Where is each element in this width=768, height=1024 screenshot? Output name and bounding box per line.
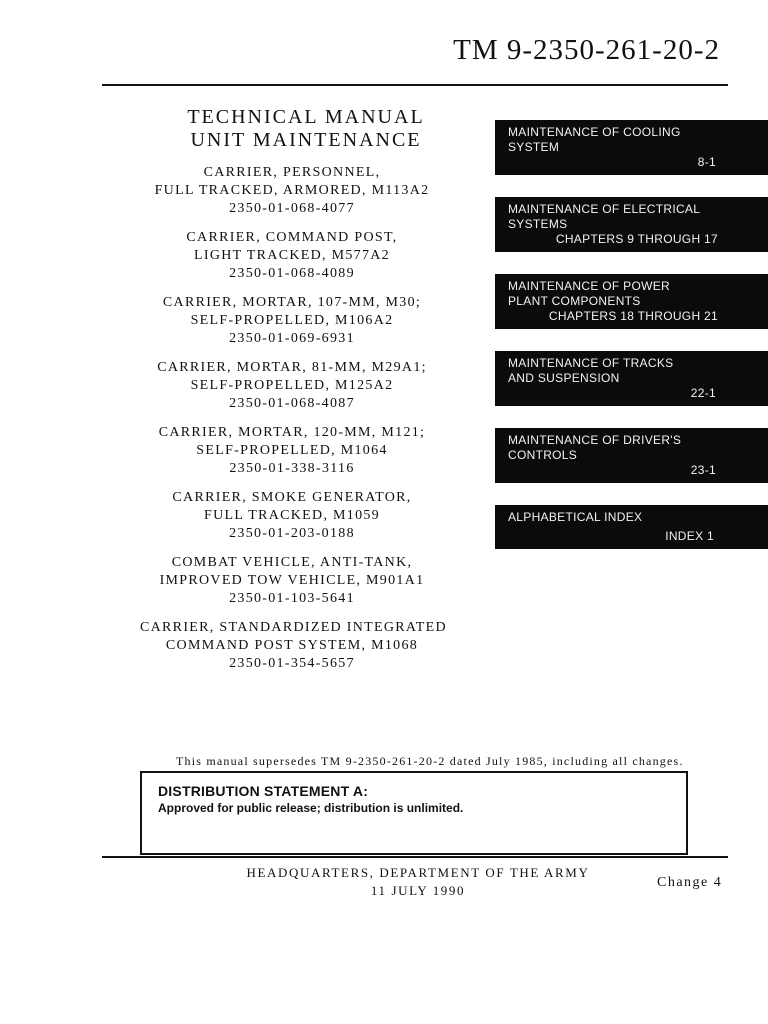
vehicle-name-line: CARRIER, COMMAND POST,: [186, 230, 398, 245]
tab-page-ref: 23-1: [690, 463, 716, 477]
vehicle-nsn: 2350-01-068-4089: [229, 266, 355, 281]
vehicle-model-line: FULL TRACKED, M1059: [204, 508, 380, 523]
distribution-statement-box: [140, 771, 688, 855]
tab-label: MAINTENANCE OF DRIVER'S: [508, 433, 682, 447]
supersedes-notice: This manual supersedes TM 9-2350-261-20-2 dated July 1985, including all changes.: [176, 754, 684, 768]
headquarters-block: [218, 864, 618, 900]
tab-label: ALPHABETICAL INDEX: [508, 510, 643, 524]
tab-page-ref: CHAPTERS 18 THROUGH 21: [548, 309, 718, 323]
tab-cooling-system[interactable]: [495, 120, 768, 175]
manual-title: TECHNICAL MANUAL: [187, 106, 425, 128]
tab-page-ref: INDEX 1: [665, 529, 714, 543]
vehicle-nsn: 2350-01-069-6931: [229, 331, 355, 346]
vehicle-entry: [140, 164, 444, 218]
vehicle-entry: [140, 229, 444, 283]
tab-label: MAINTENANCE OF ELECTRICAL: [508, 202, 701, 216]
vehicle-name-line: CARRIER, STANDARDIZED INTEGRATED: [140, 620, 447, 635]
tab-label: MAINTENANCE OF TRACKS: [508, 356, 674, 370]
headquarters-name: HEADQUARTERS, DEPARTMENT OF THE ARMY: [246, 865, 590, 880]
distribution-title: DISTRIBUTION STATEMENT A:: [158, 783, 369, 799]
tab-label: SYSTEMS: [508, 217, 568, 231]
tab-page-ref: 8-1: [697, 155, 716, 169]
tm-number: TM 9-2350-261-20-2: [453, 34, 720, 66]
vehicle-model-line: FULL TRACKED, ARMORED, M113A2: [154, 183, 430, 198]
chapter-index-tabs: [495, 120, 768, 571]
vehicle-entry: [140, 554, 444, 608]
vehicle-name-line: CARRIER, SMOKE GENERATOR,: [172, 490, 412, 505]
top-divider: [102, 84, 728, 86]
tab-electrical-systems[interactable]: [495, 197, 768, 252]
vehicle-model-line: LIGHT TRACKED, M577A2: [194, 248, 390, 263]
tab-label: MAINTENANCE OF COOLING: [508, 125, 681, 139]
vehicle-name-line: CARRIER, MORTAR, 120-MM, M121;: [158, 425, 426, 440]
change-number: Change 4: [657, 875, 723, 890]
bottom-divider: [102, 856, 728, 858]
tab-drivers-controls[interactable]: [495, 428, 768, 483]
vehicle-nsn: 2350-01-203-0188: [229, 526, 355, 541]
vehicle-entry: [140, 359, 444, 413]
vehicle-entry: [140, 294, 444, 348]
vehicle-nsn: 2350-01-068-4087: [229, 396, 355, 411]
vehicle-nsn: 2350-01-103-5641: [229, 591, 355, 606]
manual-subtitle: UNIT MAINTENANCE: [190, 129, 422, 151]
vehicle-name-line: COMBAT VEHICLE, ANTI-TANK,: [171, 555, 413, 570]
vehicle-nsn: 2350-01-354-5657: [229, 656, 355, 671]
tab-tracks-suspension[interactable]: [495, 351, 768, 406]
tab-label: MAINTENANCE OF POWER: [508, 279, 671, 293]
tab-label: SYSTEM: [508, 140, 560, 154]
vehicle-model-line: SELF-PROPELLED, M106A2: [190, 313, 394, 328]
vehicle-model-line: COMMAND POST SYSTEM, M1068: [165, 638, 419, 653]
tab-label: AND SUSPENSION: [508, 371, 620, 385]
vehicle-nsn: 2350-01-338-3116: [229, 461, 355, 476]
vehicle-nsn: 2350-01-068-4077: [229, 201, 355, 216]
distribution-text: Approved for public release; distribution is unlimited.: [158, 801, 464, 815]
vehicle-model-line: SELF-PROPELLED, M1064: [196, 443, 388, 458]
publication-date: 11 JULY 1990: [370, 883, 466, 898]
vehicle-entry: [140, 619, 447, 673]
tab-label: CONTROLS: [508, 448, 578, 462]
vehicle-entry: [140, 424, 444, 478]
vehicle-name-line: CARRIER, MORTAR, 81-MM, M29A1;: [157, 360, 427, 375]
tab-label: PLANT COMPONENTS: [508, 294, 641, 308]
vehicle-list: [140, 164, 447, 684]
tab-page-ref: CHAPTERS 9 THROUGH 17: [555, 232, 718, 246]
vehicle-entry: [140, 489, 444, 543]
vehicle-model-line: SELF-PROPELLED, M125A2: [190, 378, 394, 393]
vehicle-model-line: IMPROVED TOW VEHICLE, M901A1: [159, 573, 425, 588]
tab-page-ref: 22-1: [690, 386, 716, 400]
manual-title-block: [140, 106, 472, 152]
vehicle-name-line: CARRIER, MORTAR, 107-MM, M30;: [162, 295, 422, 310]
tab-alphabetical-index[interactable]: [495, 505, 768, 549]
vehicle-name-line: CARRIER, PERSONNEL,: [203, 165, 381, 180]
tab-power-plant[interactable]: [495, 274, 768, 329]
